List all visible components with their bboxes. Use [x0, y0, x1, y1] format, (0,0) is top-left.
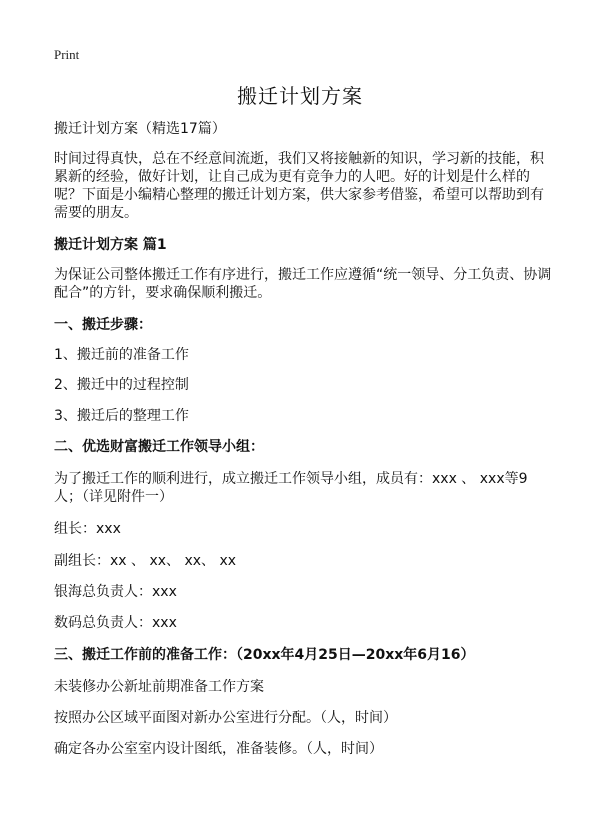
intro-paragraph: 时间过得真快，总在不经意间流逝，我们又将接触新的知识，学习新的技能，积累新的经验，做好计划，让自己成为更有竞争力的人吧。好的计划是什么样的呢？下面是小编精心整理的搬迁计划方案，供大家参考借鉴，希望可以帮助到有需要的朋友。	[54, 151, 544, 221]
prep-item: 未装修办公新址前期准备工作方案	[54, 679, 264, 695]
print-link[interactable]: Print	[54, 47, 80, 62]
step-item: 3、搬迁后的整理工作	[54, 408, 189, 424]
document-title: 搬迁计划方案	[237, 84, 363, 108]
yinhai-line: 银海总负责人：xxx	[54, 584, 177, 600]
group-paragraph: 为了搬迁工作的顺利进行，成立搬迁工作领导小组，成员有：xxx 、 xxx等9人；（详见附件一）	[54, 471, 528, 505]
section1-heading: 搬迁计划方案 篇1	[54, 237, 167, 253]
leader-line: 组长：xxx	[54, 521, 121, 537]
prep-heading: 三、搬迁工作前的准备工作：（20xx年4月25日—20xx年6月16）	[54, 647, 475, 663]
section1-paragraph: 为保证公司整体搬迁工作有序进行，搬迁工作应遵循“统一领导、分工负责、协调配合”的方针，要求确保顺利搬迁。	[54, 267, 552, 301]
step-item: 1、搬迁前的准备工作	[54, 347, 189, 363]
prep-item: 按照办公区域平面图对新办公室进行分配。（人，时间）	[54, 710, 397, 726]
prep-item: 确定各办公室室内设计图纸，准备装修。（人，时间）	[54, 741, 383, 757]
steps-heading: 一、搬迁步骤：	[54, 317, 152, 333]
subtitle: 搬迁计划方案（精选17篇）	[54, 121, 226, 137]
vice-leader-line: 副组长：xx 、 xx、 xx、 xx	[54, 553, 237, 569]
step-item: 2、搬迁中的过程控制	[54, 377, 189, 393]
group-heading: 二、优选财富搬迁工作领导小组：	[54, 439, 264, 455]
shuma-line: 数码总负责人：xxx	[54, 615, 177, 631]
